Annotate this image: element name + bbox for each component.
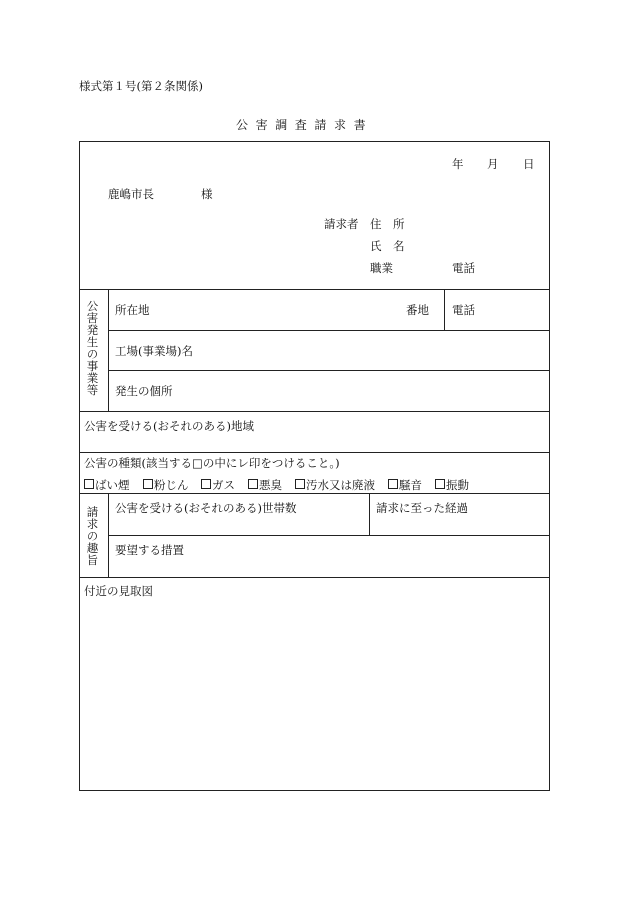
checkbox-icon[interactable] — [84, 479, 94, 489]
date-day-label: 日 — [523, 157, 535, 171]
checkbox-icon[interactable] — [295, 479, 305, 489]
location-label: 所在地 — [115, 303, 150, 317]
address-label: 住 所 — [370, 217, 405, 231]
occupation-label: 職業 — [370, 261, 393, 275]
divider-circumstances-cell — [369, 493, 370, 535]
pollution-type-instruction: 公害の種類(該当する□の中にレ印をつけること。) — [84, 456, 340, 470]
lot-label: 番地 — [406, 303, 429, 317]
affected-area-label: 公害を受ける(おそれのある)地域 — [84, 419, 254, 433]
request-circumstances-label: 請求に至った経過 — [376, 501, 468, 515]
affected-households-label: 公害を受ける(おそれのある)世帯数 — [115, 501, 297, 515]
name-label: 氏 名 — [370, 239, 405, 253]
divider-types — [79, 493, 550, 494]
pollution-option-dust[interactable]: 粉じん — [143, 479, 189, 492]
factory-name-label: 工場(事業場)名 — [115, 344, 193, 358]
divider-business-side — [108, 289, 109, 411]
divider-factory — [108, 370, 550, 371]
pollution-option-gas[interactable]: ガス — [201, 479, 235, 492]
pollution-option-wastewater[interactable]: 汚水又は廃液 — [295, 479, 375, 492]
pollution-option-odor[interactable]: 悪臭 — [248, 479, 282, 492]
requester-label: 請求者 — [324, 217, 359, 231]
checkbox-icon[interactable] — [435, 479, 445, 489]
date-year-label: 年 — [452, 157, 464, 171]
pollution-option-smoke[interactable]: ばい煙 — [84, 479, 130, 492]
divider-households — [108, 535, 550, 536]
checkbox-icon[interactable] — [248, 479, 258, 489]
business-side-label: 公害発生の事業等 — [85, 300, 100, 396]
requester-phone-label: 電話 — [452, 261, 475, 275]
divider-request — [79, 577, 550, 578]
vicinity-map-label: 付近の見取図 — [84, 584, 153, 598]
mayor-addressee: 鹿嶋市長 — [108, 187, 154, 201]
checkbox-icon[interactable] — [388, 479, 398, 489]
form-number: 様式第１号(第２条関係) — [79, 79, 203, 93]
honorific: 様 — [201, 187, 213, 201]
divider-addressee — [79, 289, 550, 290]
checkbox-icon[interactable] — [201, 479, 211, 489]
pollution-option-vibration[interactable]: 振動 — [435, 479, 469, 492]
pollution-option-noise[interactable]: 騒音 — [388, 479, 422, 492]
divider-area — [79, 452, 550, 453]
checkbox-icon[interactable] — [143, 479, 153, 489]
divider-business — [79, 411, 550, 412]
divider-location — [108, 330, 550, 331]
date-month-label: 月 — [487, 157, 499, 171]
request-side-label: 請求の趣旨 — [85, 506, 100, 566]
divider-phone-cell — [444, 289, 445, 330]
page-title: 公害調査請求書 — [236, 118, 374, 132]
requested-measures-label: 要望する措置 — [115, 543, 184, 557]
divider-request-side — [108, 493, 109, 577]
business-phone-label: 電話 — [452, 303, 475, 317]
source-location-label: 発生の個所 — [115, 384, 173, 398]
